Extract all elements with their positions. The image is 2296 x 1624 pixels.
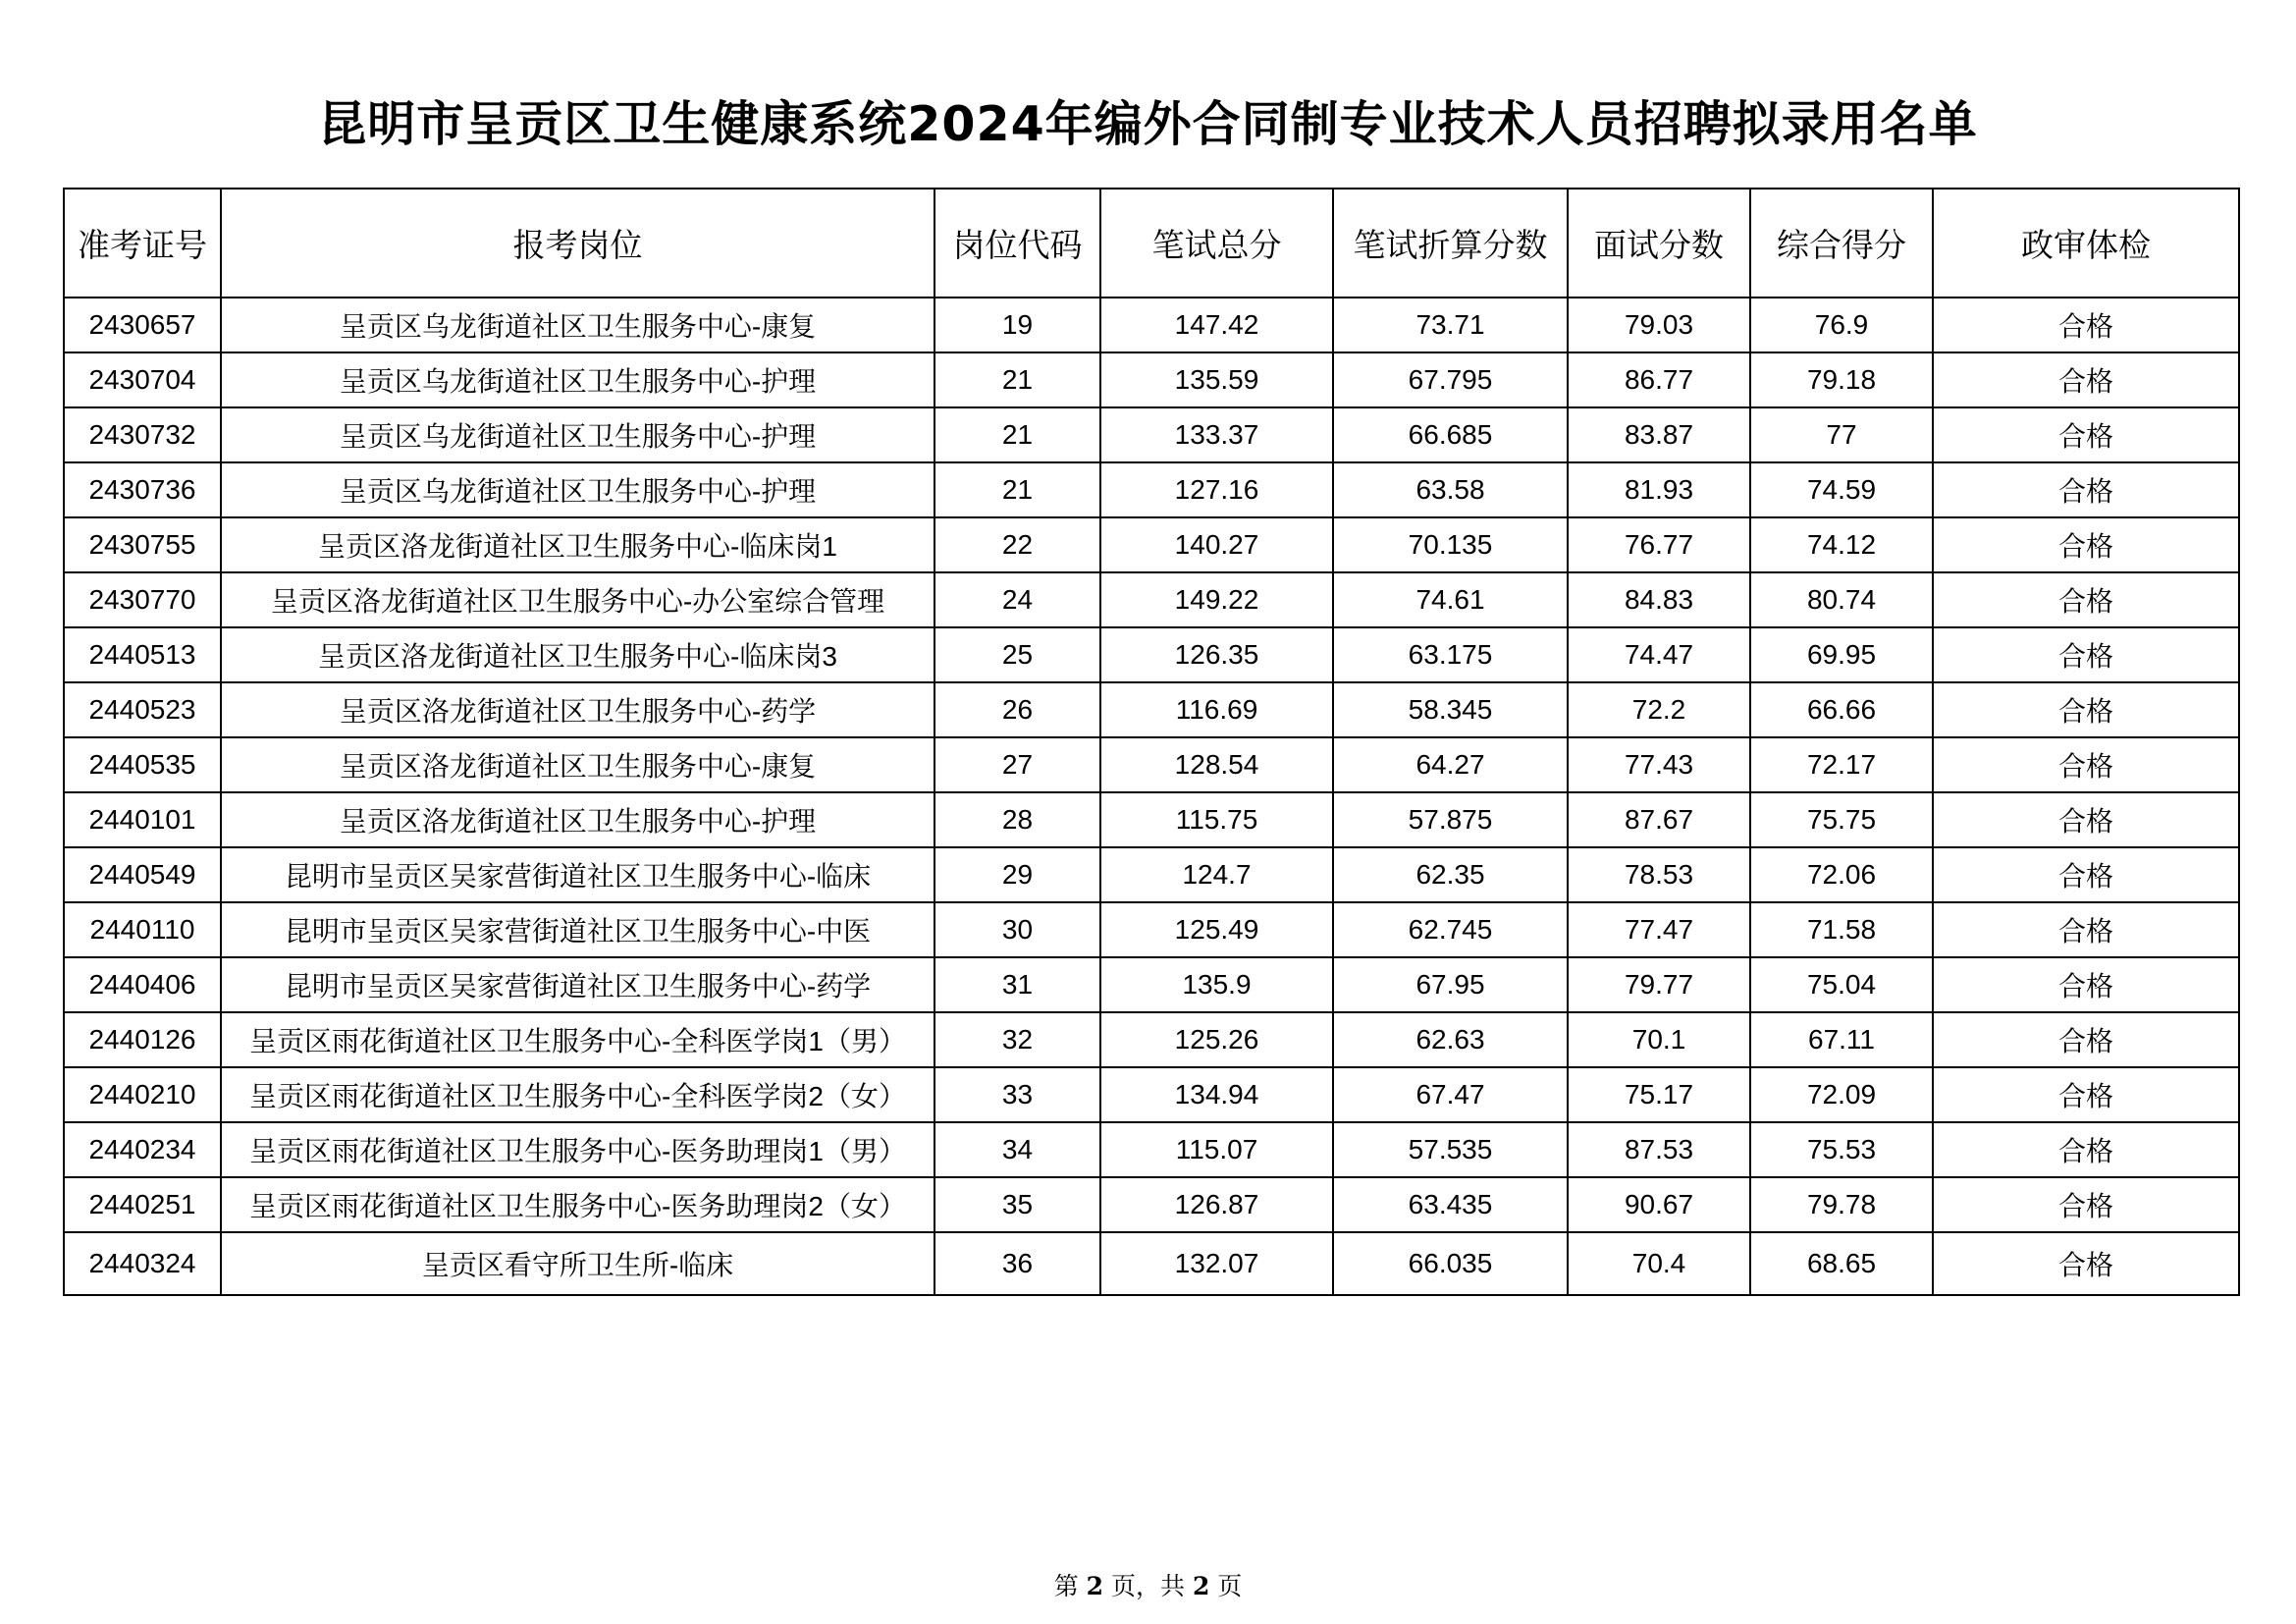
cell-position-code: 33 bbox=[934, 1067, 1100, 1122]
cell-written-converted: 70.135 bbox=[1333, 517, 1568, 572]
cell-exam-id: 2440324 bbox=[64, 1232, 221, 1295]
cell-overall-score: 79.78 bbox=[1750, 1177, 1933, 1232]
cell-interview-score: 87.67 bbox=[1568, 792, 1750, 847]
cell-written-converted: 63.435 bbox=[1333, 1177, 1568, 1232]
cell-position: 呈贡区洛龙街道社区卫生服务中心-药学 bbox=[221, 682, 934, 737]
cell-overall-score: 75.75 bbox=[1750, 792, 1933, 847]
cell-position-code: 28 bbox=[934, 792, 1100, 847]
cell-interview-score: 74.47 bbox=[1568, 627, 1750, 682]
cell-written-converted: 57.535 bbox=[1333, 1122, 1568, 1177]
table-row bbox=[64, 957, 2239, 1012]
cell-exam-id: 2440549 bbox=[64, 847, 221, 902]
cell-written-total: 133.37 bbox=[1100, 407, 1333, 462]
table-header-row bbox=[64, 189, 2239, 298]
table-row bbox=[64, 902, 2239, 957]
cell-interview-score: 81.93 bbox=[1568, 462, 1750, 517]
table-row bbox=[64, 572, 2239, 627]
cell-written-total: 149.22 bbox=[1100, 572, 1333, 627]
cell-exam-id: 2430770 bbox=[64, 572, 221, 627]
cell-overall-score: 67.11 bbox=[1750, 1012, 1933, 1067]
cell-position: 呈贡区雨花街道社区卫生服务中心-医务助理岗2（女） bbox=[221, 1177, 934, 1232]
cell-written-total: 126.87 bbox=[1100, 1177, 1333, 1232]
cell-written-converted: 66.685 bbox=[1333, 407, 1568, 462]
cell-position-code: 36 bbox=[934, 1232, 1100, 1295]
cell-exam-id: 2430657 bbox=[64, 298, 221, 352]
table-row bbox=[64, 298, 2239, 352]
cell-written-total: 140.27 bbox=[1100, 517, 1333, 572]
cell-overall-score: 77 bbox=[1750, 407, 1933, 462]
column-header-overall-score: 综合得分 bbox=[1750, 189, 1933, 298]
cell-position-code: 27 bbox=[934, 737, 1100, 792]
cell-written-converted: 62.63 bbox=[1333, 1012, 1568, 1067]
column-header-written-total: 笔试总分 bbox=[1100, 189, 1333, 298]
cell-review-result: 合格 bbox=[1933, 352, 2239, 407]
cell-interview-score: 79.03 bbox=[1568, 298, 1750, 352]
cell-exam-id: 2440406 bbox=[64, 957, 221, 1012]
cell-exam-id: 2440210 bbox=[64, 1067, 221, 1122]
footer-prefix: 第 bbox=[1053, 1572, 1087, 1600]
cell-written-total: 124.7 bbox=[1100, 847, 1333, 902]
cell-position-code: 21 bbox=[934, 462, 1100, 517]
column-header-written-converted: 笔试折算分数 bbox=[1333, 189, 1568, 298]
cell-written-converted: 63.175 bbox=[1333, 627, 1568, 682]
cell-overall-score: 80.74 bbox=[1750, 572, 1933, 627]
cell-exam-id: 2440251 bbox=[64, 1177, 221, 1232]
page-title: 昆明市呈贡区卫生健康系统2024年编外合同制专业技术人员招聘拟录用名单 bbox=[318, 96, 1978, 152]
cell-written-converted: 58.345 bbox=[1333, 682, 1568, 737]
cell-review-result: 合格 bbox=[1933, 1067, 2239, 1122]
cell-written-total: 126.35 bbox=[1100, 627, 1333, 682]
hire-list-table bbox=[63, 188, 2240, 1296]
cell-position: 呈贡区雨花街道社区卫生服务中心-全科医学岗1（男） bbox=[221, 1012, 934, 1067]
cell-written-converted: 67.795 bbox=[1333, 352, 1568, 407]
cell-written-total: 127.16 bbox=[1100, 462, 1333, 517]
cell-position: 昆明市呈贡区吴家营街道社区卫生服务中心-药学 bbox=[221, 957, 934, 1012]
cell-overall-score: 74.59 bbox=[1750, 462, 1933, 517]
cell-written-converted: 66.035 bbox=[1333, 1232, 1568, 1295]
cell-overall-score: 68.65 bbox=[1750, 1232, 1933, 1295]
table-row bbox=[64, 1067, 2239, 1122]
footer-total-pages: 2 bbox=[1192, 1572, 1210, 1600]
cell-interview-score: 86.77 bbox=[1568, 352, 1750, 407]
cell-review-result: 合格 bbox=[1933, 572, 2239, 627]
table-row bbox=[64, 1232, 2239, 1295]
cell-overall-score: 72.06 bbox=[1750, 847, 1933, 902]
cell-interview-score: 79.77 bbox=[1568, 957, 1750, 1012]
cell-overall-score: 74.12 bbox=[1750, 517, 1933, 572]
column-header-position: 报考岗位 bbox=[221, 189, 934, 298]
cell-position-code: 30 bbox=[934, 902, 1100, 957]
column-header-exam-id: 准考证号 bbox=[64, 189, 221, 298]
cell-review-result: 合格 bbox=[1933, 682, 2239, 737]
footer-suffix: 页 bbox=[1209, 1572, 1243, 1600]
cell-overall-score: 71.58 bbox=[1750, 902, 1933, 957]
table-row bbox=[64, 352, 2239, 407]
cell-position: 呈贡区乌龙街道社区卫生服务中心-护理 bbox=[221, 352, 934, 407]
table-row bbox=[64, 682, 2239, 737]
cell-position: 呈贡区乌龙街道社区卫生服务中心-护理 bbox=[221, 462, 934, 517]
cell-interview-score: 75.17 bbox=[1568, 1067, 1750, 1122]
cell-position-code: 31 bbox=[934, 957, 1100, 1012]
cell-written-total: 147.42 bbox=[1100, 298, 1333, 352]
cell-position-code: 32 bbox=[934, 1012, 1100, 1067]
table-row bbox=[64, 627, 2239, 682]
cell-written-converted: 63.58 bbox=[1333, 462, 1568, 517]
cell-exam-id: 2440513 bbox=[64, 627, 221, 682]
footer-middle: 页，共 bbox=[1103, 1572, 1193, 1600]
cell-interview-score: 77.47 bbox=[1568, 902, 1750, 957]
cell-interview-score: 83.87 bbox=[1568, 407, 1750, 462]
cell-overall-score: 79.18 bbox=[1750, 352, 1933, 407]
cell-exam-id: 2440523 bbox=[64, 682, 221, 737]
table-row bbox=[64, 1122, 2239, 1177]
cell-position-code: 19 bbox=[934, 298, 1100, 352]
cell-written-total: 135.59 bbox=[1100, 352, 1333, 407]
cell-exam-id: 2440234 bbox=[64, 1122, 221, 1177]
cell-position: 呈贡区雨花街道社区卫生服务中心-医务助理岗1（男） bbox=[221, 1122, 934, 1177]
cell-written-total: 134.94 bbox=[1100, 1067, 1333, 1122]
cell-interview-score: 70.4 bbox=[1568, 1232, 1750, 1295]
cell-interview-score: 72.2 bbox=[1568, 682, 1750, 737]
table-row bbox=[64, 847, 2239, 902]
cell-position: 昆明市呈贡区吴家营街道社区卫生服务中心-临床 bbox=[221, 847, 934, 902]
cell-overall-score: 72.09 bbox=[1750, 1067, 1933, 1122]
table-row bbox=[64, 737, 2239, 792]
cell-overall-score: 72.17 bbox=[1750, 737, 1933, 792]
cell-position-code: 22 bbox=[934, 517, 1100, 572]
column-header-review-result: 政审体检 bbox=[1933, 189, 2239, 298]
cell-position-code: 25 bbox=[934, 627, 1100, 682]
cell-review-result: 合格 bbox=[1933, 902, 2239, 957]
cell-position-code: 21 bbox=[934, 407, 1100, 462]
cell-interview-score: 84.83 bbox=[1568, 572, 1750, 627]
cell-written-converted: 67.95 bbox=[1333, 957, 1568, 1012]
table-row bbox=[64, 792, 2239, 847]
cell-review-result: 合格 bbox=[1933, 1012, 2239, 1067]
cell-exam-id: 2430736 bbox=[64, 462, 221, 517]
cell-interview-score: 77.43 bbox=[1568, 737, 1750, 792]
cell-interview-score: 87.53 bbox=[1568, 1122, 1750, 1177]
cell-review-result: 合格 bbox=[1933, 298, 2239, 352]
cell-overall-score: 75.04 bbox=[1750, 957, 1933, 1012]
cell-interview-score: 76.77 bbox=[1568, 517, 1750, 572]
cell-review-result: 合格 bbox=[1933, 847, 2239, 902]
cell-written-converted: 73.71 bbox=[1333, 298, 1568, 352]
cell-interview-score: 90.67 bbox=[1568, 1177, 1750, 1232]
cell-interview-score: 70.1 bbox=[1568, 1012, 1750, 1067]
cell-overall-score: 69.95 bbox=[1750, 627, 1933, 682]
cell-review-result: 合格 bbox=[1933, 957, 2239, 1012]
cell-position: 呈贡区雨花街道社区卫生服务中心-全科医学岗2（女） bbox=[221, 1067, 934, 1122]
cell-review-result: 合格 bbox=[1933, 627, 2239, 682]
cell-overall-score: 76.9 bbox=[1750, 298, 1933, 352]
table-row bbox=[64, 407, 2239, 462]
cell-exam-id: 2440110 bbox=[64, 902, 221, 957]
cell-review-result: 合格 bbox=[1933, 737, 2239, 792]
cell-position-code: 34 bbox=[934, 1122, 1100, 1177]
cell-written-total: 125.26 bbox=[1100, 1012, 1333, 1067]
cell-position-code: 29 bbox=[934, 847, 1100, 902]
cell-position-code: 35 bbox=[934, 1177, 1100, 1232]
cell-interview-score: 78.53 bbox=[1568, 847, 1750, 902]
cell-position-code: 26 bbox=[934, 682, 1100, 737]
column-header-interview-score: 面试分数 bbox=[1568, 189, 1750, 298]
table-body bbox=[64, 298, 2239, 1295]
cell-exam-id: 2440535 bbox=[64, 737, 221, 792]
cell-exam-id: 2440126 bbox=[64, 1012, 221, 1067]
cell-position: 呈贡区看守所卫生所-临床 bbox=[221, 1232, 934, 1295]
cell-position-code: 24 bbox=[934, 572, 1100, 627]
cell-written-total: 116.69 bbox=[1100, 682, 1333, 737]
cell-review-result: 合格 bbox=[1933, 792, 2239, 847]
cell-written-total: 115.07 bbox=[1100, 1122, 1333, 1177]
cell-written-converted: 67.47 bbox=[1333, 1067, 1568, 1122]
cell-exam-id: 2430732 bbox=[64, 407, 221, 462]
cell-position: 呈贡区洛龙街道社区卫生服务中心-办公室综合管理 bbox=[221, 572, 934, 627]
cell-position-code: 21 bbox=[934, 352, 1100, 407]
cell-written-converted: 64.27 bbox=[1333, 737, 1568, 792]
cell-position: 呈贡区乌龙街道社区卫生服务中心-护理 bbox=[221, 407, 934, 462]
table-row bbox=[64, 1177, 2239, 1232]
cell-overall-score: 75.53 bbox=[1750, 1122, 1933, 1177]
cell-written-total: 115.75 bbox=[1100, 792, 1333, 847]
page-footer bbox=[0, 1567, 2296, 1602]
table-row bbox=[64, 517, 2239, 572]
cell-review-result: 合格 bbox=[1933, 517, 2239, 572]
cell-written-total: 128.54 bbox=[1100, 737, 1333, 792]
cell-position: 呈贡区洛龙街道社区卫生服务中心-康复 bbox=[221, 737, 934, 792]
cell-position: 呈贡区洛龙街道社区卫生服务中心-临床岗1 bbox=[221, 517, 934, 572]
cell-written-total: 135.9 bbox=[1100, 957, 1333, 1012]
cell-review-result: 合格 bbox=[1933, 1177, 2239, 1232]
cell-written-converted: 62.745 bbox=[1333, 902, 1568, 957]
cell-written-converted: 62.35 bbox=[1333, 847, 1568, 902]
cell-exam-id: 2430704 bbox=[64, 352, 221, 407]
cell-review-result: 合格 bbox=[1933, 1232, 2239, 1295]
cell-exam-id: 2440101 bbox=[64, 792, 221, 847]
cell-written-total: 132.07 bbox=[1100, 1232, 1333, 1295]
cell-written-total: 125.49 bbox=[1100, 902, 1333, 957]
cell-written-converted: 74.61 bbox=[1333, 572, 1568, 627]
cell-position: 呈贡区洛龙街道社区卫生服务中心-临床岗3 bbox=[221, 627, 934, 682]
column-header-position-code: 岗位代码 bbox=[934, 189, 1100, 298]
table-row bbox=[64, 462, 2239, 517]
footer-current-page: 2 bbox=[1086, 1572, 1104, 1600]
cell-review-result: 合格 bbox=[1933, 1122, 2239, 1177]
cell-exam-id: 2430755 bbox=[64, 517, 221, 572]
cell-position: 呈贡区乌龙街道社区卫生服务中心-康复 bbox=[221, 298, 934, 352]
cell-position: 昆明市呈贡区吴家营街道社区卫生服务中心-中医 bbox=[221, 902, 934, 957]
table-row bbox=[64, 1012, 2239, 1067]
cell-position: 呈贡区洛龙街道社区卫生服务中心-护理 bbox=[221, 792, 934, 847]
cell-written-converted: 57.875 bbox=[1333, 792, 1568, 847]
cell-overall-score: 66.66 bbox=[1750, 682, 1933, 737]
cell-review-result: 合格 bbox=[1933, 462, 2239, 517]
cell-review-result: 合格 bbox=[1933, 407, 2239, 462]
